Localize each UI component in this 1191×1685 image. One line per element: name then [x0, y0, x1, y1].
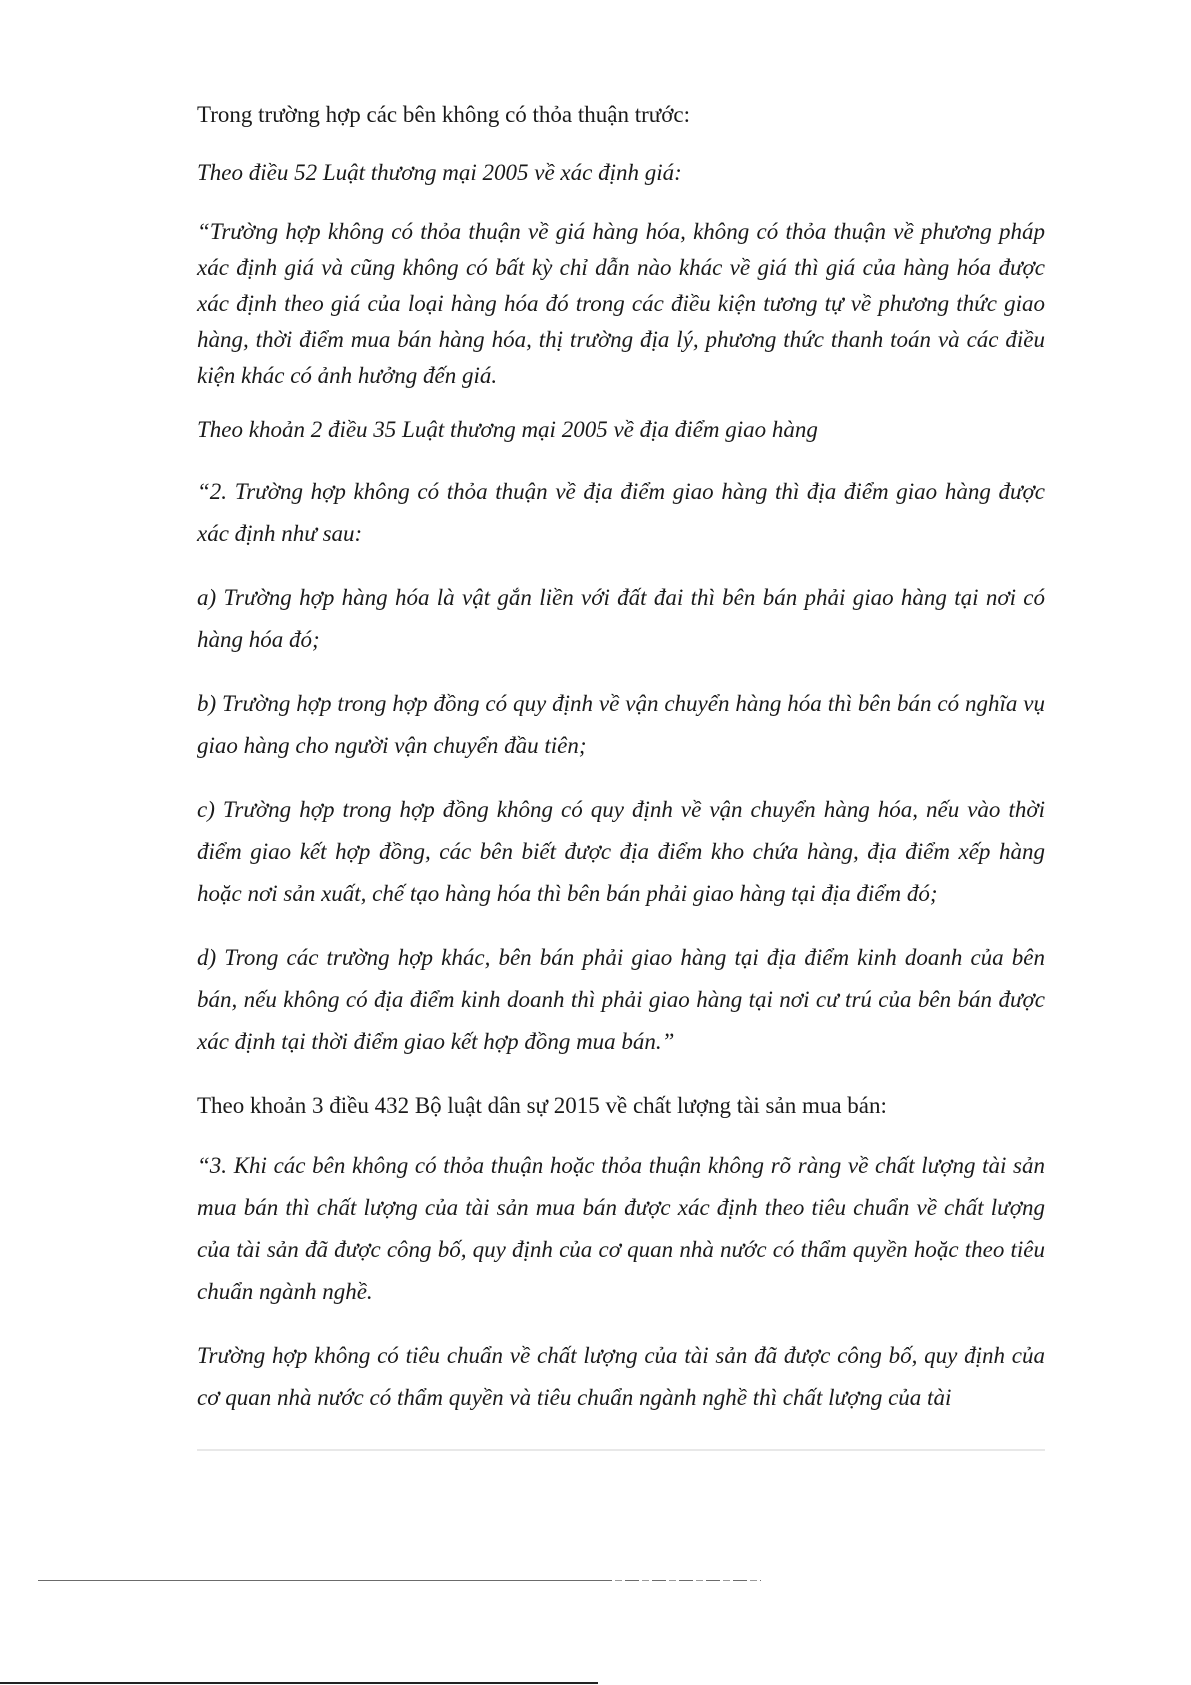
article-52-quote: “Trường hợp không có thỏa thuận về giá hàng hóa, không có thỏa thuận về phương pháp xác định giá và cũng không có bất kỳ chỉ dẫn nào khác về giá thì giá của hàng hóa được xác định theo giá của loại hàng hóa đó trong các điều kiện tương tự về phương thức giao hàng, thời điểm mua bán hàng hóa, thị trường địa lý, phương thức thanh toán và các điều kiện khác có ảnh hưởng đến giá.	[197, 219, 1045, 388]
article-52-heading: Theo điều 52 Luật thương mại 2005 về xác định giá:	[197, 160, 682, 185]
content-bottom-divider	[197, 1449, 1045, 1451]
article-35-item-a: a) Trường hợp hàng hóa là vật gắn liền với đất đai thì bên bán phải giao hàng tại nơi có hàng hóa đó;	[197, 585, 1045, 652]
page-bottom-rule	[0, 1682, 598, 1684]
article-35-heading: Theo khoản 2 điều 35 Luật thương mại 2005 về địa điểm giao hàng	[197, 417, 818, 442]
article-432-clause-3: “3. Khi các bên không có thỏa thuận hoặc thỏa thuận không rõ ràng về chất lượng tài sản mua bán thì chất lượng của tài sản mua bán được xác định theo tiêu chuẩn về chất lượng của tài sản đã được công bố, quy định của cơ quan nhà nước có thẩm quyền hoặc theo tiêu chuẩn ngành nghề.	[197, 1153, 1045, 1304]
footer-divider-dashed	[598, 1580, 761, 1581]
document-body	[197, 98, 1045, 1419]
article-35-item-b: b) Trường hợp trong hợp đồng có quy định về vận chuyển hàng hóa thì bên bán có nghĩa vụ giao hàng cho người vận chuyển đầu tiên;	[197, 691, 1045, 758]
article-432-heading: Theo khoản 3 điều 432 Bộ luật dân sự 2015 về chất lượng tài sản mua bán:	[197, 1093, 887, 1118]
footer-divider-solid	[38, 1580, 598, 1581]
intro-paragraph: Trong trường hợp các bên không có thỏa thuận trước:	[197, 102, 691, 127]
article-35-clause-2: “2. Trường hợp không có thỏa thuận về địa điểm giao hàng thì địa điểm giao hàng được xác định như sau:	[197, 479, 1045, 546]
article-35-item-d: d) Trong các trường hợp khác, bên bán phải giao hàng tại địa điểm kinh doanh của bên bán, nếu không có địa điểm kinh doanh thì phải giao hàng tại nơi cư trú của bên bán được xác định tại thời điểm giao kết hợp đồng mua bán.”	[197, 945, 1045, 1054]
article-35-item-c: c) Trường hợp trong hợp đồng không có quy định về vận chuyển hàng hóa, nếu vào thời điểm giao kết hợp đồng, các bên biết được địa điểm kho chứa hàng, địa điểm xếp hàng hoặc nơi sản xuất, chế tạo hàng hóa thì bên bán phải giao hàng tại địa điểm đó;	[197, 797, 1045, 906]
article-432-continuation: Trường hợp không có tiêu chuẩn về chất lượng của tài sản đã được công bố, quy định của cơ quan nhà nước có thẩm quyền và tiêu chuẩn ngành nghề thì chất lượng của tài	[197, 1343, 1045, 1410]
